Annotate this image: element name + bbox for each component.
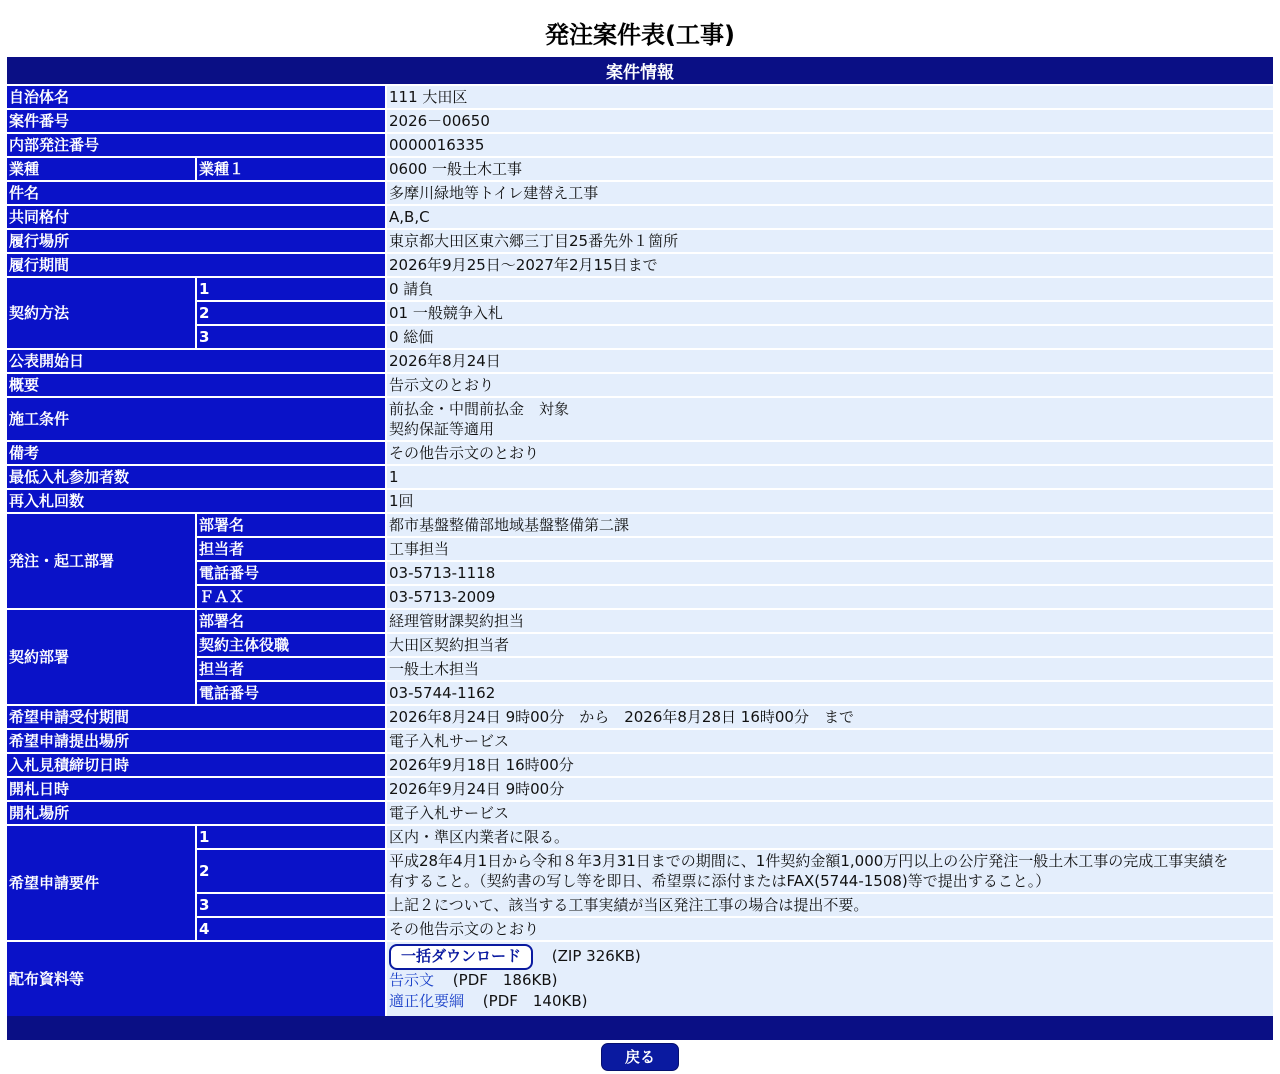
row-sublabel: 部署名 <box>197 514 387 536</box>
table-row <box>7 586 1273 608</box>
table-row <box>7 706 1273 728</box>
kaisatsu-basho-value: 電子入札サービス <box>387 802 1273 824</box>
kyodo-value: A,B,C <box>387 206 1273 228</box>
table-row <box>7 206 1273 228</box>
table-row <box>7 254 1273 276</box>
row-label: 希望申請受付期間 <box>7 706 387 728</box>
kokuji-link[interactable]: 告示文 <box>389 971 435 989</box>
table-row <box>7 918 1273 940</box>
row-sublabel: 1 <box>197 826 387 848</box>
row-sublabel: 担当者 <box>197 538 387 560</box>
seko-line: 前払金・中間前払金 対象 <box>389 400 570 418</box>
row-label: 契約方法 <box>7 278 197 348</box>
row-sublabel: ＦＡＸ <box>197 586 387 608</box>
row-label: 概要 <box>7 374 387 396</box>
table-row <box>7 350 1273 372</box>
table-row <box>7 850 1273 892</box>
hacchu-value: 都市基盤整備部地域基盤整備第二課 <box>387 514 1273 536</box>
hacchu-value: 03-5713-2009 <box>387 586 1273 608</box>
yoken-value: 区内・準区内業者に限る。 <box>387 826 1273 848</box>
back-button[interactable]: 戻る <box>601 1043 679 1071</box>
table-row <box>7 278 1273 300</box>
kohyo-value: 2026年8月24日 <box>387 350 1273 372</box>
row-label: 履行期間 <box>7 254 387 276</box>
table-row <box>7 610 1273 632</box>
row-label: 件名 <box>7 182 387 204</box>
row-sublabel: 4 <box>197 918 387 940</box>
table-row <box>7 86 1273 108</box>
doc-size: (PDF 186KB) <box>452 971 558 989</box>
yoken-line: 平成28年4月1日から令和８年3月31日までの期間に、1件契約金額1,000万円以上の公庁発注一般土木工事の完成工事実績を <box>389 852 1229 870</box>
table-row <box>7 466 1273 488</box>
table-row <box>7 134 1273 156</box>
shimekiri-value: 2026年9月18日 16時00分 <box>387 754 1273 776</box>
doc-line <box>389 991 1271 1012</box>
keiyaku-busho-value: 大田区契約担当者 <box>387 634 1273 656</box>
row-sublabel: 1 <box>197 278 387 300</box>
yoken-line: 有すること。（契約書の写し等を即日、希望票に添付またはFAX(5744-1508)等で提出すること。） <box>389 872 1051 890</box>
table-row <box>7 942 1273 1016</box>
row-label: 備考 <box>7 442 387 464</box>
keiyaku-busho-value: 経理管財課契約担当 <box>387 610 1273 632</box>
keiyaku-value: 01 一般競争入札 <box>387 302 1273 324</box>
table-row <box>7 754 1273 776</box>
table-row <box>7 398 1273 440</box>
row-label: 自治体名 <box>7 86 387 108</box>
naibu-no-value: 0000016335 <box>387 134 1273 156</box>
anken-no-value: 2026－00650 <box>387 110 1273 132</box>
seko-value <box>387 398 1273 440</box>
table-row <box>7 826 1273 848</box>
seko-line: 契約保証等適用 <box>389 420 495 438</box>
table-row <box>7 326 1273 348</box>
table-row <box>7 562 1273 584</box>
row-label: 履行場所 <box>7 230 387 252</box>
row-label: 内部発注番号 <box>7 134 387 156</box>
yoken-value <box>387 850 1273 892</box>
row-label: 再入札回数 <box>7 490 387 512</box>
row-sublabel: 電話番号 <box>197 682 387 704</box>
kenmei-value: 多摩川緑地等トイレ建替え工事 <box>387 182 1273 204</box>
table-row <box>7 730 1273 752</box>
anken-table <box>7 55 1273 1018</box>
keiyaku-value: 0 総価 <box>387 326 1273 348</box>
yoken-value: その他告示文のとおり <box>387 918 1273 940</box>
basho-value: 東京都大田区東六郷三丁目25番先外１箇所 <box>387 230 1273 252</box>
tekiseika-link[interactable]: 適正化要綱 <box>389 992 465 1010</box>
kaisatsu-value: 2026年9月24日 9時00分 <box>387 778 1273 800</box>
table-row <box>7 110 1273 132</box>
section-title: 案件情報 <box>7 57 1273 84</box>
table-row <box>7 230 1273 252</box>
row-label: 開札日時 <box>7 778 387 800</box>
row-label: 案件番号 <box>7 110 387 132</box>
keiyaku-busho-value: 一般土木担当 <box>387 658 1273 680</box>
row-sublabel: 3 <box>197 894 387 916</box>
row-sublabel: 2 <box>197 302 387 324</box>
row-label: 最低入札参加者数 <box>7 466 387 488</box>
row-label: 業種 <box>7 158 197 180</box>
row-sublabel: 部署名 <box>197 610 387 632</box>
gyoshu-value: 0600 一般土木工事 <box>387 158 1273 180</box>
saitei-value: 1 <box>387 466 1273 488</box>
row-sublabel: 業種１ <box>197 158 387 180</box>
table-row <box>7 778 1273 800</box>
table-row <box>7 374 1273 396</box>
teishutsu-value: 電子入札サービス <box>387 730 1273 752</box>
row-sublabel: 2 <box>197 850 387 892</box>
table-row <box>7 158 1273 180</box>
hacchu-value: 工事担当 <box>387 538 1273 560</box>
hacchu-value: 03-5713-1118 <box>387 562 1273 584</box>
table-row <box>7 538 1273 560</box>
row-label: 入札見積締切日時 <box>7 754 387 776</box>
row-label: 開札場所 <box>7 802 387 824</box>
jichitai-value: 111 大田区 <box>387 86 1273 108</box>
row-label: 公表開始日 <box>7 350 387 372</box>
keiyaku-value: 0 請負 <box>387 278 1273 300</box>
table-row <box>7 682 1273 704</box>
table-row <box>7 634 1273 656</box>
table-row <box>7 302 1273 324</box>
uketsuke-value: 2026年8月24日 9時00分 から 2026年8月28日 16時00分 まで <box>387 706 1273 728</box>
yoken-value: 上記２について、該当する工事実績が当区発注工事の場合は提出不要。 <box>387 894 1273 916</box>
table-row <box>7 442 1273 464</box>
download-size: (ZIP 326KB) <box>551 947 641 965</box>
row-sublabel: 契約主体役職 <box>197 634 387 656</box>
keiyaku-busho-value: 03-5744-1162 <box>387 682 1273 704</box>
row-label: 契約部署 <box>7 610 197 704</box>
table-row <box>7 802 1273 824</box>
row-label: 配布資料等 <box>7 942 387 1016</box>
table-row <box>7 182 1273 204</box>
doc-size: (PDF 140KB) <box>482 992 588 1010</box>
biko-value: その他告示文のとおり <box>387 442 1273 464</box>
table-row <box>7 490 1273 512</box>
row-sublabel: 担当者 <box>197 658 387 680</box>
gaiyo-value: 告示文のとおり <box>387 374 1273 396</box>
row-label: 共同格付 <box>7 206 387 228</box>
row-label: 発注・起工部署 <box>7 514 197 608</box>
table-row <box>7 894 1273 916</box>
haifu-value <box>387 942 1273 1016</box>
section-header-row <box>7 57 1273 84</box>
row-sublabel: 3 <box>197 326 387 348</box>
row-sublabel: 電話番号 <box>197 562 387 584</box>
doc-line <box>389 970 1271 991</box>
row-label: 希望申請要件 <box>7 826 197 940</box>
sainyu-value: 1回 <box>387 490 1273 512</box>
row-label: 施工条件 <box>7 398 387 440</box>
bulk-download-button[interactable]: 一括ダウンロード <box>389 944 533 970</box>
page-title: 発注案件表(工事) <box>545 21 735 49</box>
row-label: 希望申請提出場所 <box>7 730 387 752</box>
kikan-value: 2026年9月25日～2027年2月15日まで <box>387 254 1273 276</box>
table-row <box>7 514 1273 536</box>
download-line <box>389 944 1271 970</box>
table-row <box>7 658 1273 680</box>
footer-bar <box>7 1016 1273 1040</box>
